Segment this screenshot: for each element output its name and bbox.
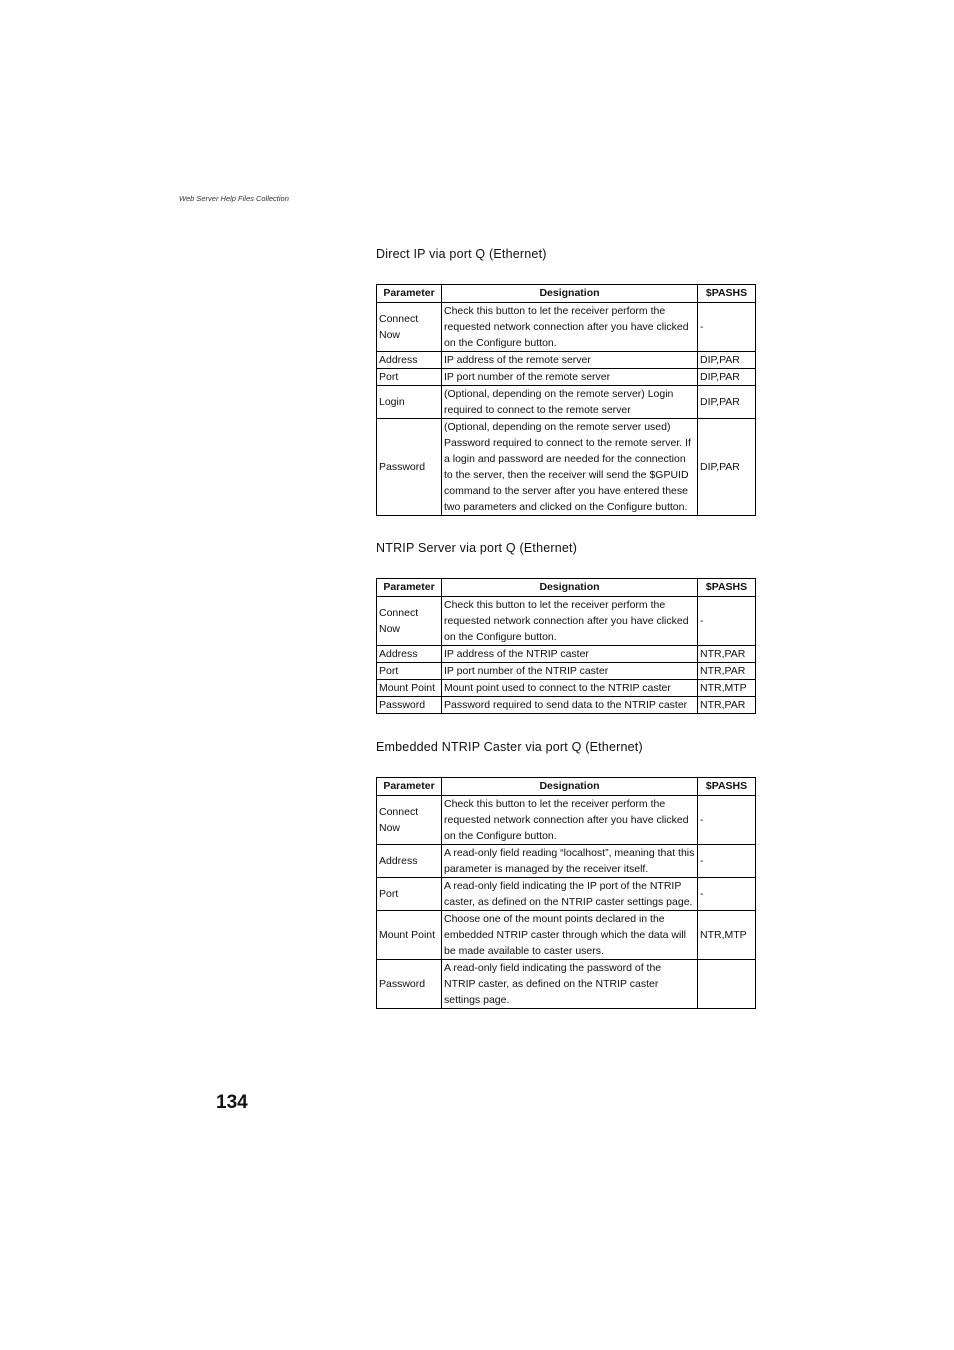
cell-pashs: -	[698, 597, 756, 646]
cell-designation: IP port number of the remote server	[442, 369, 698, 386]
table-row	[377, 960, 756, 1009]
cell-pashs: -	[698, 303, 756, 352]
page-number: 134	[216, 1092, 248, 1113]
cell-pashs: DIP,PAR	[698, 369, 756, 386]
column-header-designation: Designation	[442, 285, 698, 303]
cell-pashs: NTR,MTP	[698, 680, 756, 697]
section-title-direct-ip: Direct IP via port Q (Ethernet)	[376, 247, 547, 261]
cell-designation: A read-only field indicating the password of the NTRIP caster, as defined on the NTRIP caster settings page.	[442, 960, 698, 1009]
table-row	[377, 419, 756, 516]
cell-pashs: -	[698, 796, 756, 845]
cell-parameter: Password	[377, 960, 442, 1009]
cell-designation: Check this button to let the receiver perform the requested network connection after you have clicked on the Configure button.	[442, 796, 698, 845]
cell-pashs: -	[698, 878, 756, 911]
table-row	[377, 878, 756, 911]
cell-parameter: Connect Now	[377, 597, 442, 646]
table-row	[377, 697, 756, 714]
column-header-parameter: Parameter	[377, 579, 442, 597]
cell-pashs: DIP,PAR	[698, 419, 756, 516]
cell-designation: Password required to send data to the NTRIP caster	[442, 697, 698, 714]
table-row	[377, 597, 756, 646]
column-header-designation: Designation	[442, 778, 698, 796]
cell-designation: A read-only field reading “localhost”, meaning that this parameter is managed by the receiver itself.	[442, 845, 698, 878]
column-header-parameter: Parameter	[377, 778, 442, 796]
cell-designation: Choose one of the mount points declared in the embedded NTRIP caster through which the data will be made available to caster users.	[442, 911, 698, 960]
cell-designation: (Optional, depending on the remote server) Login required to connect to the remote server	[442, 386, 698, 419]
cell-parameter: Password	[377, 697, 442, 714]
table-row	[377, 796, 756, 845]
table-row	[377, 663, 756, 680]
cell-pashs: NTR,PAR	[698, 646, 756, 663]
cell-parameter: Mount Point	[377, 911, 442, 960]
cell-designation: IP port number of the NTRIP caster	[442, 663, 698, 680]
column-header-designation: Designation	[442, 579, 698, 597]
cell-pashs: DIP,PAR	[698, 386, 756, 419]
table-row	[377, 352, 756, 369]
cell-designation: IP address of the NTRIP caster	[442, 646, 698, 663]
column-header-pashs: $PASHS	[698, 579, 756, 597]
section-title-ntrip-server: NTRIP Server via port Q (Ethernet)	[376, 541, 578, 555]
cell-designation: Check this button to let the receiver perform the requested network connection after you have clicked on the Configure button.	[442, 597, 698, 646]
table-row	[377, 680, 756, 697]
cell-parameter: Address	[377, 845, 442, 878]
column-header-pashs: $PASHS	[698, 778, 756, 796]
table-header-row	[377, 285, 756, 303]
cell-parameter: Password	[377, 419, 442, 516]
table-row	[377, 386, 756, 419]
cell-parameter: Port	[377, 369, 442, 386]
cell-pashs	[698, 960, 756, 1009]
cell-parameter: Address	[377, 352, 442, 369]
direct-ip-table	[376, 284, 756, 516]
cell-parameter: Port	[377, 663, 442, 680]
cell-designation: A read-only field indicating the IP port of the NTRIP caster, as defined on the NTRIP caster settings page.	[442, 878, 698, 911]
cell-designation: IP address of the remote server	[442, 352, 698, 369]
table-row	[377, 845, 756, 878]
table-header-row	[377, 579, 756, 597]
table-row	[377, 369, 756, 386]
cell-parameter: Mount Point	[377, 680, 442, 697]
cell-parameter: Connect Now	[377, 303, 442, 352]
section-title-embedded-caster: Embedded NTRIP Caster via port Q (Ethernet)	[376, 740, 643, 754]
table-row	[377, 646, 756, 663]
cell-parameter: Connect Now	[377, 796, 442, 845]
cell-designation: Mount point used to connect to the NTRIP caster	[442, 680, 698, 697]
embedded-caster-table	[376, 777, 756, 1009]
cell-pashs: NTR,MTP	[698, 911, 756, 960]
cell-pashs: DIP,PAR	[698, 352, 756, 369]
ntrip-server-table	[376, 578, 756, 714]
cell-parameter: Port	[377, 878, 442, 911]
cell-pashs: NTR,PAR	[698, 697, 756, 714]
column-header-parameter: Parameter	[377, 285, 442, 303]
table-header-row	[377, 778, 756, 796]
cell-pashs: -	[698, 845, 756, 878]
cell-designation: Check this button to let the receiver perform the requested network connection after you have clicked on the Configure button.	[442, 303, 698, 352]
cell-parameter: Address	[377, 646, 442, 663]
running-header: Web Server Help Files Collection	[179, 194, 289, 203]
table-row	[377, 911, 756, 960]
cell-designation: (Optional, depending on the remote server used) Password required to connect to the remote server. If a login and password are needed for the connection to the server, then the receiver will send the $GPUID command to the server after you have entered these two parameters and clicked on the Configure button.	[442, 419, 698, 516]
column-header-pashs: $PASHS	[698, 285, 756, 303]
cell-pashs: NTR,PAR	[698, 663, 756, 680]
table-row	[377, 303, 756, 352]
cell-parameter: Login	[377, 386, 442, 419]
